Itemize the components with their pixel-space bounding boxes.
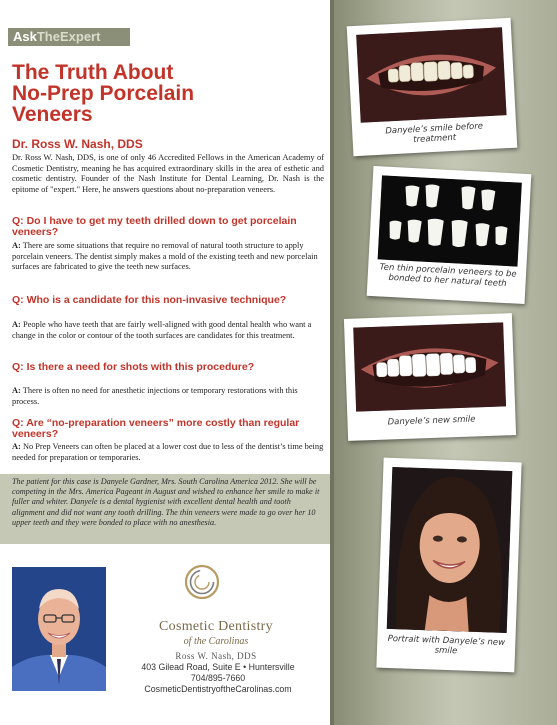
- tag-part-ask: Ask: [13, 29, 37, 44]
- answer-4: [12, 442, 324, 463]
- author-byline: Dr. Ross W. Nash, DDS: [12, 137, 143, 151]
- practice-logo-swirl-icon: [183, 563, 221, 601]
- veneers-caption: Ten thin porcelain veneers to be bonded to her natural teeth: [379, 262, 517, 290]
- answer-4-text: No Prep Veneers can often be placed at a lower cost due to less of the dentist’s time being needed for preparation or temporaries.: [12, 442, 324, 462]
- photo-card-portrait: [376, 458, 521, 673]
- practice-subname: of the Carolinas: [183, 636, 249, 647]
- before-caption: Danyele’s smile before treatment: [385, 121, 484, 146]
- section-tag: [8, 28, 130, 46]
- patient-note: The patient for this case is Danyele Gardner, Mrs. South Carolina America 2012. She will be competing in the Mrs. America Pageant in August and wished to enhance her smile to make it fuller and whiter. Danyele is a dental hygienist with excellent dental health and tooth alignment and did not want any tooth drilling. The thin veneers were made to go over her 10 upper teeth and they were bonded to place with no anesthesia.: [12, 477, 320, 527]
- author-bio: Dr. Ross W. Nash, DDS, is one of only 46 Accredited Fellows in the American Academy of Cosmetic Dentistry, meaning he has acquired extraordinary skills in the area of esthetic and cosmetic dentistry. Founder of the Nash Institute for Dental Learning, Dr. Nash is the epitome of "expert." Here, he answers questions about no-preparation veneers.: [12, 153, 324, 194]
- title-line-3: Veneers: [12, 103, 93, 126]
- answer-2: [12, 320, 324, 341]
- doctor-portrait-illustration: [12, 567, 106, 691]
- question-3: Q: Is there a need for shots with this procedure?: [12, 361, 255, 373]
- article-title: [12, 62, 322, 125]
- photo-card-before: [347, 18, 518, 156]
- doctor-photo: [12, 567, 106, 691]
- after-smile-photo: [353, 322, 506, 411]
- question-2: Q: Who is a candidate for this non-invasive technique?: [12, 294, 287, 306]
- practice-doctor: Ross W. Nash, DDS: [175, 651, 257, 661]
- answer-4-prefix: A:: [12, 442, 21, 451]
- question-1: Q: Do I have to get my teeth drilled down to get porcelain veneers?: [12, 215, 297, 238]
- title-line-2: No-Prep Porcelain: [12, 82, 195, 105]
- photo-card-veneers: [367, 166, 532, 304]
- after-caption: Danyele’s new smile: [387, 414, 476, 428]
- answer-1: [12, 241, 324, 273]
- answer-2-prefix: A:: [12, 320, 21, 329]
- practice-name: Cosmetic Dentistry: [159, 619, 273, 634]
- photo-card-after: [344, 313, 516, 441]
- veneers-photo: [378, 175, 522, 266]
- column-divider: [330, 0, 334, 725]
- practice-address: 403 Gilead Road, Suite E • Huntersville: [141, 662, 295, 672]
- answer-3: [12, 386, 324, 407]
- answer-1-prefix: A:: [12, 241, 21, 250]
- portrait-photo: [387, 467, 513, 633]
- tag-part-the-expert: TheExpert: [36, 29, 101, 44]
- answer-2-text: People who have teeth that are fairly well-aligned with good dental health who want a change in the color or contour of the tooth surfaces are candidates for this treatment.: [12, 320, 312, 340]
- before-smile-photo: [356, 27, 506, 123]
- answer-3-text: There is often no need for anesthetic injections or temporary restorations with this process.: [12, 386, 298, 406]
- portrait-caption: Portrait with Danyele’s new smile: [387, 633, 506, 657]
- practice-phone: 704/895-7660: [190, 673, 246, 683]
- answer-1-text: There are some situations that require no removal of natural tooth structure to apply porcelain veneers. The dentist simply makes a mold of the existing teeth and new porcelain surfaces are fabricated to give the teeth new surfaces.: [12, 241, 318, 272]
- practice-website[interactable]: CosmeticDentistryoftheCarolinas.com: [144, 684, 292, 694]
- answer-3-prefix: A:: [12, 386, 21, 395]
- title-line-1: The Truth About: [12, 61, 174, 84]
- question-4: Q: Are “no-preparation veneers” more costly than regular veneers?: [12, 417, 300, 440]
